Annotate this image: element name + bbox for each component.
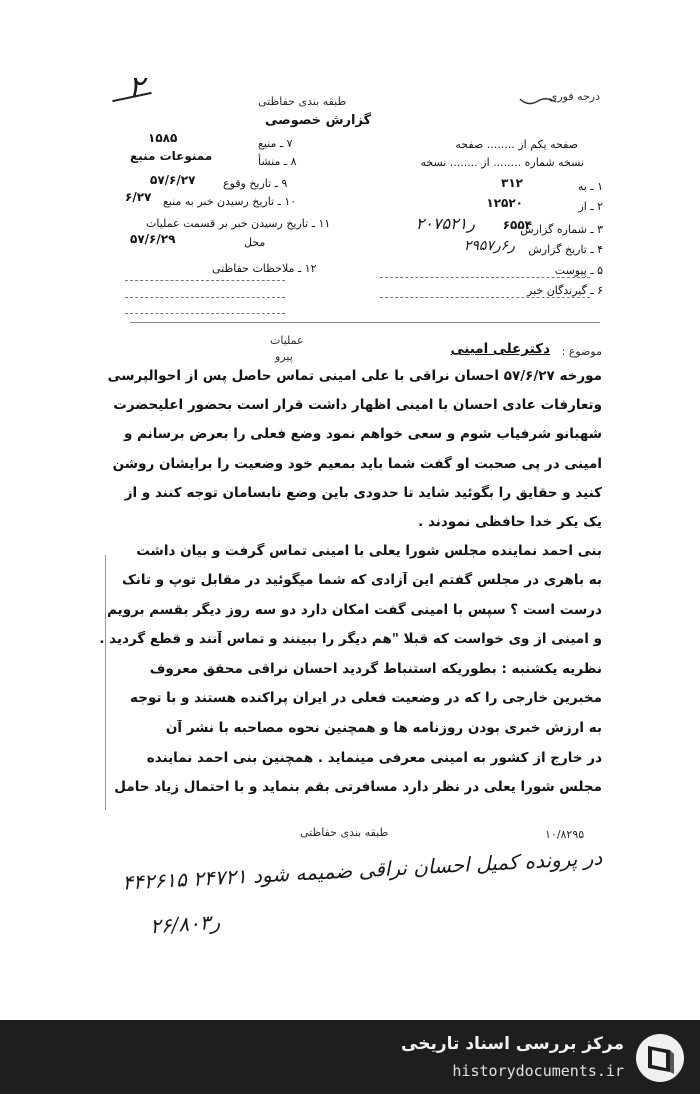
field-page-of: صفحه یکم از ........ صفحه <box>455 138 578 151</box>
field-source-label: ۷ ـ منبع <box>258 137 293 150</box>
field-from-value: ۱۲۵۲۰ <box>486 196 523 210</box>
body-line: نظریه یکشنبه : بطوریکه استنباط گردید احسان نراقی محقق معروف <box>149 661 602 677</box>
margin-line <box>105 555 107 810</box>
field-security-notes-label: ۱۲ ـ ملاحظات حفاظتی <box>212 262 317 275</box>
classification-urgency: درجه فوری <box>548 90 600 103</box>
body-line: یک یکر خدا حافظی نمودند . <box>418 514 602 530</box>
body-line: بنی احمد نماینده مجلس شورا یعلی با امینی تماس گرفت و بیان داشت <box>136 543 602 559</box>
report-title: گزارش خصوصی <box>265 113 372 128</box>
field-report-date-label: ۴ ـ تاریخ گزارش <box>528 243 603 256</box>
subject-label: موضوع : <box>561 345 602 358</box>
header-separator <box>130 322 600 323</box>
field-origin-label: ۸ ـ منشأ <box>258 155 297 168</box>
footer-url: historydocuments.ir <box>452 1062 624 1080</box>
field-origin-value: ممنوعات منبع <box>130 149 213 163</box>
bottom-classification-label: طبقه بندی حفاظتی <box>300 826 389 839</box>
field-occurrence-date-label: ۹ ـ تاریخ وقوع <box>223 177 288 190</box>
subject-value: دکترعلی امینی <box>450 341 550 357</box>
field-to-value: ۳۱۲ <box>501 176 523 190</box>
body-line: و امینی از وی خواست که قبلا "هم دیگر را ببینند و تماس آنند و قطع گردید . <box>99 631 602 647</box>
body-line: درست است ؟ سپس با امینی گفت امکان دارد دو سه روز دیگر بقسم برویم <box>107 602 602 618</box>
field-from-label: ۲ ـ از <box>578 200 603 213</box>
field-news-to-source-label: ۱۰ ـ تاریخ رسیدن خبر به منبع <box>163 195 297 208</box>
body-line: مورخه ۵۷/۶/۲۷ احسان نراقی با علی امینی تماس حاصل پس از احوالپرسی <box>107 368 602 384</box>
field-attachment-label: ۵ ـ پیوست <box>554 264 603 277</box>
archive-logo-icon <box>634 1032 686 1084</box>
body-line: مخبرین خارجی را که در وضعیت فعلی در ایران پراکنده هستند و با توجه <box>130 690 602 706</box>
subject-side-label: عملیات <box>270 334 304 347</box>
handwritten-date: ۲۶/۸۰ر۳ <box>149 909 221 939</box>
body-line: مجلس شورا یعلی در نظر دارد مسافرتی بقم بنماید و با احتمال زیاد حامل <box>114 779 602 795</box>
body-line: به باهری در مجلس گفتم این آزادی که شما میگوئید در مقابل توپ و تانک <box>121 572 602 588</box>
subject-side-label-2: پیرو <box>275 350 293 363</box>
field-report-number-value: ۶۵۵۴ <box>502 218 532 232</box>
footer-title: مرکز بررسی اسناد تاریخی <box>401 1034 624 1054</box>
body-line: شهبانو شرفیاب شوم و سعی خواهم نمود وضع فعلی را بعرض برسانم و <box>123 426 602 442</box>
watermark-footer <box>0 1020 700 1094</box>
field-to-label: ۱ ـ به <box>577 180 603 193</box>
field-occurrence-date-value: ۵۷/۶/۲۷ <box>150 173 196 187</box>
field-report-number-label: ۳ ـ شماره گزارش <box>520 223 603 236</box>
handwritten-annotation: در پرونده کمیل احسان نراقی ضمیمه شود ۲۴۷۲۱ ۴۴۲۶۱۵ <box>121 845 603 895</box>
field-recipients-label: ۶ ـ گیرندگان خبر <box>527 284 603 297</box>
page-number-handwritten: ۲ <box>128 70 145 105</box>
field-source-value: ۱۵۸۵ <box>148 131 178 145</box>
body-line: وتعارفات عادی احسان با امینی اظهار داشت قرار است بحضور اعلیحضرت <box>113 397 602 413</box>
classification-label: طبقه بندی حفاظتی <box>258 95 347 108</box>
field-news-to-source-value: ۶/۲۷ <box>125 190 152 204</box>
body-line: در خارج از کشور به امینی معرفی مینماید . همچنین بنی احمد نماینده <box>146 750 602 766</box>
body-line: به ارزش خبری بودن روزنامه ها و همچنین نحوه مصاحبه با نشر آن <box>165 720 602 736</box>
field-news-to-operations-label: ۱۱ ـ تاریخ رسیدن خبر بر قسمت عملیات <box>146 217 331 230</box>
field-news-to-operations-value: ۵۷/۶/۲۹ <box>130 232 176 246</box>
dotted-line <box>380 297 590 298</box>
urgency-seal-icon <box>518 92 558 106</box>
body-line: کنید و حقایق را بگوئید شاید تا حدودی باین وضع نابسامان توجه کنند و از <box>124 485 602 501</box>
field-location-label: محل <box>244 236 266 249</box>
dotted-line <box>125 297 285 298</box>
dotted-line <box>125 313 285 314</box>
field-copy-of: نسخه شماره ........ از ........ نسخه <box>420 156 584 169</box>
body-line: امینی در پی صحبت او گفت شما باید بمعیم خود وضعیت را برایشان روشن <box>112 456 602 472</box>
dotted-line <box>125 280 285 281</box>
dotted-line <box>380 277 590 278</box>
field-report-date-value: ۲۹ر۶ر۵۷ <box>463 238 515 254</box>
report-number-handwritten: ۲۰ر۷۵۲۱ <box>415 214 475 233</box>
document-code: ۱۰/۸۲۹۵ <box>545 828 585 841</box>
